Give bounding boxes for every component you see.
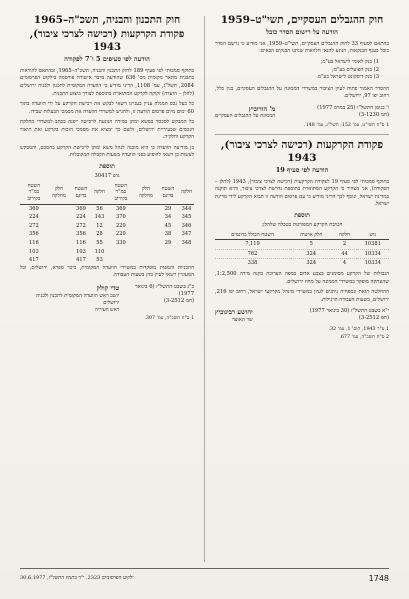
left-ref: (חמ 3-2512) bbox=[163, 297, 194, 304]
table-cell bbox=[48, 213, 70, 222]
table-row bbox=[20, 213, 194, 222]
bank-list-item-1: 1) בנק לאומי לישראל בע"מ; bbox=[320, 58, 379, 65]
bank-list bbox=[215, 59, 389, 82]
land-table bbox=[215, 231, 389, 267]
table-row bbox=[20, 239, 194, 248]
land-table-header-parcel: חלקה bbox=[332, 231, 356, 240]
table-cell: 143 bbox=[94, 214, 105, 221]
land-notice-body: בתוקף סמכותי לפי סעיף 19 לפקודת הקרקעות (רכישה לצרכי ציבור), 1943 (להלן – הפקודה), אני מצהיר כי הקרקע המתוארת בתוספת נדרשת לצרכי ציבור, והיא תוקנה במדינת ישראל, ונוסף לכך הריני מודיע כי עם פרסום הודעה זו תבוא הקרקע לידי מדינת ישראל. bbox=[215, 178, 389, 208]
left-law-title: חוק התכנון והבניה, תשכ"ה–1965 bbox=[33, 14, 181, 26]
column-divider bbox=[204, 16, 205, 562]
table-cell: 417 bbox=[29, 257, 39, 264]
left-schedule-table bbox=[20, 182, 194, 265]
right-date: ו' בניסן התשל"ז (25 במרס 1977) bbox=[317, 104, 389, 111]
left-date: כ"ג בשבט התשל"ז (6 בינואר 1977) bbox=[135, 283, 194, 297]
left-schedule-header-approx-b: השטח במ"ר בקירוב bbox=[20, 182, 48, 204]
table-cell bbox=[107, 256, 135, 265]
left-subtitle: הודעה לפי סעיפים 5 ו־7 לפקודה bbox=[64, 55, 150, 64]
land-signer-title: שר האוצר bbox=[232, 317, 253, 324]
left-plan-note: התכניות והמפות מופקדות במשרדי הוועדה המקומית, כיכר ספרא, ירושלים, וכל המעוניין רשאי לעיין בהן בשעות העבודה. bbox=[20, 264, 194, 279]
left-intro-text: בתוקף סמכותי לפי סעיף 189 לחוק התכנון והבניה, תשכ"ה–1965, ובהתאם להוראות בתכנית מתאר מקומית מס' 636 שהודעה בדבר אישורה פורסמה בילקוט הפרסומים 2084, תשל"ג, עמ' 1108, הריני מודיע כי הוועדה המקומית לתכנון ולבניה ירושלים (להלן – הועדה) זקוקה לקרקע המתוארת בתוספת לצורך ביצוע התכנית. bbox=[20, 67, 194, 97]
left-schedule-label: תוספת bbox=[99, 162, 115, 170]
table-cell bbox=[135, 213, 157, 222]
table-cell bbox=[179, 248, 194, 257]
left-schedule-header-area-a: השטח בדונם bbox=[157, 182, 179, 204]
right-signature-row bbox=[215, 105, 389, 121]
table-cell: 220 bbox=[116, 222, 126, 229]
left-column bbox=[20, 14, 194, 562]
table-cell: 103 bbox=[29, 248, 39, 255]
bank-list-item-3: 3) בנק דיסקונט לישראל בע"מ. bbox=[316, 74, 379, 81]
land-table-header-block: גוש bbox=[357, 231, 389, 240]
table-row bbox=[20, 204, 194, 213]
table-cell: 56 bbox=[96, 205, 103, 212]
table-cell: 28 bbox=[96, 231, 103, 238]
land-table-header-temporary: חלק ארעיה bbox=[290, 231, 332, 240]
table-cell: 324 bbox=[290, 249, 332, 258]
table-cell: 356 bbox=[76, 231, 86, 238]
right-notice-title: הודעה על רישום הסדר כובל bbox=[266, 28, 338, 37]
table-cell bbox=[48, 222, 70, 231]
table-cell: 38 bbox=[164, 231, 172, 238]
table-row bbox=[20, 256, 194, 265]
table-cell: 10334 bbox=[357, 258, 389, 267]
table-cell: 324 bbox=[290, 258, 332, 267]
table-row bbox=[20, 230, 194, 239]
table-cell: 369 bbox=[76, 205, 86, 212]
table-cell: 346 bbox=[181, 222, 192, 229]
right-footnote: 1 ס"ח תשי"ט, עמ' 152; תשל"ג, עמ' 148. bbox=[304, 123, 389, 129]
table-cell: 10381 bbox=[357, 240, 389, 249]
table-row bbox=[20, 248, 194, 257]
table-cell bbox=[48, 204, 70, 213]
left-signature-block bbox=[20, 284, 119, 314]
table-cell: 417 bbox=[76, 257, 86, 264]
table-cell: 369 bbox=[29, 205, 39, 212]
right-schedule-label: תוספת bbox=[294, 211, 310, 219]
right-signer-name: מ' הורוביץ bbox=[248, 104, 276, 113]
left-paragraph-4: כן מודיעה הוועדה כי היא מוכנה לנהל משא ומתן לרכישת הקרקע בהסכם, והמבקש לעשות כן רשאי להופיע בפני הוועדה בשעות הקבלה המקובלות. bbox=[20, 144, 194, 159]
section-divider bbox=[215, 134, 389, 135]
right-closing-text: ההסדר האמור פתוח לעיון הציבור במשרדי הממונה על ההגבלים העסקיים, בנין כלל, רחוב יפו 97, ירושלים. bbox=[215, 85, 389, 100]
table-cell: 110 bbox=[94, 248, 105, 255]
land-closing-text: ההחלטה הזאת ונספחיה ניתנים לעיון במשרדי מינהל מקרקעי ישראל, רחוב יפו 216, ירושלים, בשעות העבודה הרגילות. bbox=[215, 289, 389, 303]
table-cell bbox=[48, 230, 70, 239]
table-cell: 44 bbox=[332, 249, 356, 258]
land-signature-block bbox=[215, 308, 253, 324]
table-cell bbox=[179, 256, 194, 265]
table-cell: 220 bbox=[116, 231, 126, 238]
table-cell bbox=[48, 256, 70, 265]
table-cell: 34 bbox=[164, 214, 172, 221]
right-date-block bbox=[317, 105, 389, 119]
table-cell: 53 bbox=[96, 257, 103, 264]
land-date-block bbox=[310, 308, 389, 322]
right-law-title: חוק ההגבלים העסקיים, תשי"ט–1959 bbox=[220, 14, 384, 26]
table-cell: 356 bbox=[29, 231, 39, 238]
table-cell: 2 bbox=[332, 240, 356, 249]
table-cell: 4 bbox=[332, 258, 356, 267]
bank-list-item-2: 2) בנק הפועלים בע"מ; bbox=[332, 66, 379, 73]
page-number: 1748 bbox=[368, 573, 389, 583]
table-cell bbox=[157, 256, 179, 265]
table-cell bbox=[135, 248, 157, 257]
table-cell: 224 bbox=[76, 214, 86, 221]
left-footnote: 1 ס"ח תשכ"ה, עמ' 307. bbox=[144, 316, 194, 322]
publication-footer-text: ילקוט הפרסומים 2323, י"ד בתמוז התשל"ז, 30.6.1977 bbox=[20, 575, 134, 581]
left-schedule-header-parcel-b: חלקה bbox=[92, 182, 107, 204]
left-schedule-header-parcel-a: חלקה bbox=[179, 182, 194, 204]
right-ref: (חמ 3-1230) bbox=[358, 111, 389, 118]
left-schedule-header-part-a: חלק מחלקה bbox=[135, 182, 157, 204]
table-row bbox=[215, 249, 389, 258]
left-land-title: פקודת הקרקעות (רכישה לצרכי ציבור), 1943 bbox=[29, 29, 185, 53]
table-row bbox=[215, 240, 389, 249]
left-paragraph-3: כל המבקש לסכסך במשא ומתן במידה הנוגעת לרכישה ייפנה בכתב למשרדי מחלקת הנכסים שבעיריית ירושלים, ולשם כך ימציא את מסמכי הזכות בקרקע ואת תיאור הקרקע וחלקיה. bbox=[20, 119, 194, 141]
table-cell: 12 bbox=[96, 222, 103, 229]
land-notice-subtitle: הודעה לפי סעיף 19 bbox=[275, 165, 329, 174]
right-intro-text: בהתאם לסעיף 33 לחוק ההגבלים העסקיים, תשי"ט–1959, אני מודיע כי נרשם הסדר כובל בענף הבנקאות, הנוגע להנאי הלוואות שנתנו הבנקים הבאים: bbox=[215, 40, 389, 55]
table-cell: 344 bbox=[181, 205, 192, 212]
land-after-table-text: הגבולות של הקרקע מסומנים בצבע אדום במפה הערוכה בקנה מידה 1:2,500, שהעתקה מופקד במשרדי הממונה על מחוז ירושלים. bbox=[215, 271, 389, 285]
left-schedule-header-area-b: השטח בדונם bbox=[70, 182, 92, 204]
table-cell: 10334 bbox=[357, 249, 389, 258]
table-cell: 103 bbox=[76, 248, 86, 255]
table-cell: 762 bbox=[215, 249, 290, 258]
two-column-layout bbox=[20, 14, 389, 562]
table-cell: 116 bbox=[76, 240, 86, 247]
table-cell: 5 bbox=[290, 240, 332, 249]
left-signature-row bbox=[20, 284, 194, 314]
table-cell: 369 bbox=[116, 205, 126, 212]
table-cell: 338 bbox=[215, 258, 290, 267]
land-footnote-2: 2 ס"ח תשכ"ה, עמ' 677. bbox=[339, 335, 389, 341]
left-date-block bbox=[119, 284, 194, 305]
left-schedule-header-row bbox=[20, 182, 194, 204]
table-cell bbox=[135, 230, 157, 239]
table-cell: 224 bbox=[29, 214, 39, 221]
table-cell bbox=[135, 222, 157, 231]
left-signer-name: טדי קולק bbox=[96, 283, 120, 292]
table-cell: 330 bbox=[116, 240, 126, 247]
left-signer-title: יושב ראש הוועדה המקומית לתכנון ולבניה ירושלים bbox=[36, 292, 120, 306]
table-cell: 29 bbox=[164, 205, 172, 212]
table-cell: 272 bbox=[29, 222, 39, 229]
table-cell: 55 bbox=[96, 240, 103, 247]
table-cell: 272 bbox=[76, 222, 86, 229]
land-signer-name: יהושע רבינוביץ bbox=[215, 308, 253, 317]
land-ref: (חמ 3-2512) bbox=[358, 315, 389, 322]
table-cell bbox=[48, 248, 70, 257]
page-footer bbox=[20, 568, 389, 587]
table-row bbox=[20, 222, 194, 231]
land-table-header-row bbox=[215, 231, 389, 240]
right-column bbox=[215, 14, 389, 562]
left-schedule-header-part-b: חלק מחלקה bbox=[48, 182, 70, 204]
left-signer-subtitle: ראש העיריה bbox=[94, 306, 120, 313]
right-signature-block bbox=[215, 105, 275, 121]
left-paragraph-2: כל בעל נכס המגלה עניין בעניינו רשאי לבקש את רכישת הקרקע על ידי הוועדה בתוך 60 ימים מיום פרסום הודעה זו, ולהגיש למשרדי הוועדה את מסמכי הבעלות שבידו. bbox=[20, 101, 194, 115]
land-signature-row bbox=[215, 308, 389, 324]
table-cell: 348 bbox=[181, 240, 192, 247]
land-law-title: פקודת הקרקעות (רכישה לצרכי ציבור), 1943 bbox=[220, 138, 384, 164]
table-cell bbox=[107, 248, 135, 257]
table-cell: 345 bbox=[181, 214, 192, 221]
table-cell: 29 bbox=[164, 240, 172, 247]
table-cell bbox=[135, 204, 157, 213]
table-cell bbox=[157, 248, 179, 257]
right-schedule-caption: חטיבת הקרקע המפורטת בטבלה שלהלן: bbox=[261, 221, 343, 228]
table-cell: 116 bbox=[29, 240, 39, 247]
left-schedule-header-approx-a: השטח במ"ר בקירוב bbox=[107, 182, 135, 204]
left-gush-label: גוש 30417 bbox=[94, 172, 120, 179]
table-cell: 370 bbox=[116, 214, 126, 221]
table-cell: 7,119 bbox=[215, 240, 290, 249]
land-date: י"א בשבט התשל"ז (30 בינואר 1977) bbox=[309, 308, 389, 315]
table-cell: 347 bbox=[181, 231, 192, 238]
table-cell bbox=[48, 239, 70, 248]
table-row bbox=[215, 258, 389, 267]
table-cell bbox=[135, 256, 157, 265]
land-footnote-1: 1 ע"ר 1943, תוס' 1, עמ' 32. bbox=[328, 327, 389, 333]
right-signer-title: הממונה על ההגבלים העסקיים bbox=[215, 113, 276, 120]
table-cell bbox=[135, 239, 157, 248]
table-cell: 45 bbox=[164, 222, 172, 229]
land-table-header-area: השטח הכולל בדונמים bbox=[215, 231, 290, 240]
